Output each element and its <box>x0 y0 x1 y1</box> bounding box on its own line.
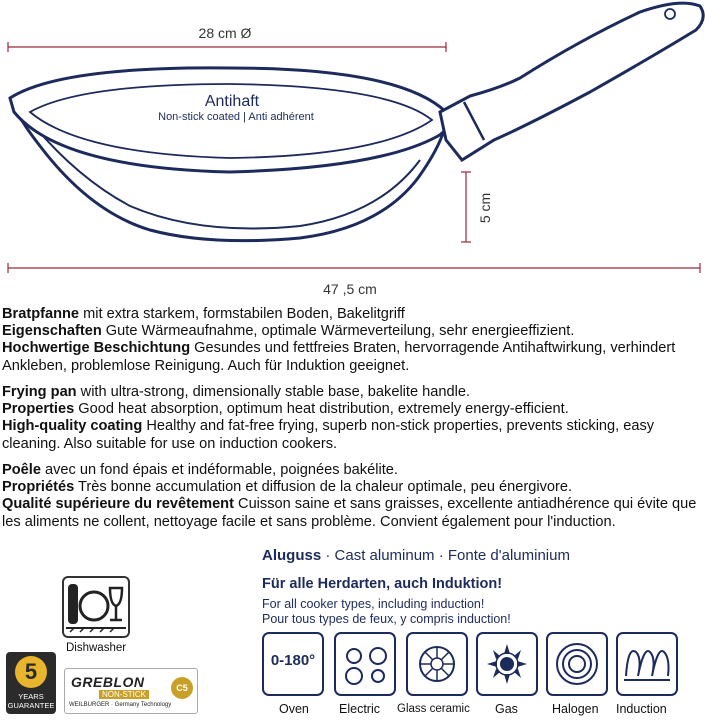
cooker-sub-fr: Pour tous types de feux, y compris induction! <box>262 612 511 626</box>
label-gas: Gas <box>495 702 518 716</box>
material-line: Aluguss · Cast aluminum · Fonte d'aluminium <box>262 547 570 564</box>
diameter-label: 28 cm Ø <box>198 25 252 41</box>
length-label: 47 ,5 cm <box>323 281 377 297</box>
cooker-sub-en: For all cooker types, including induction! <box>262 597 485 611</box>
greblon-nonstick: NON-STICK <box>99 690 149 699</box>
electric-hob-icon <box>334 632 396 696</box>
description-german: Bratpfanne mit extra starkem, formstabilen Boden, Bakelitgriff Eigenschaften Gute Wärmeaufnahme, optimale Wärmeverteilung, sehr energieeffizient. Hochwertige Beschichtung Gesundes und fettfreies Braten, hervorragende Antihaftwirkung, verhindert Ankleben, problemlose Reinigung. Auch für Induktion geeignet. <box>2 306 676 374</box>
label-electric: Electric <box>339 702 380 716</box>
greblon-c5-badge: C5 <box>171 677 193 699</box>
warranty-number: 5 <box>15 656 47 688</box>
halogen-icon <box>546 632 608 696</box>
greblon-logo <box>64 668 198 714</box>
glass-ceramic-icon <box>406 632 468 696</box>
label-glass-ceramic: Glass ceramic <box>397 703 470 715</box>
dishwasher-icon <box>62 576 130 638</box>
warranty-guarantee: GUARANTEE <box>7 701 55 710</box>
label-halogen: Halogen <box>552 702 599 716</box>
description-french: Poêle avec un fond épais et indéformable, poignées bakélite. Propriétés Très bonne accumulation et diffusion de la chaleur optimale, peu énergivore. Qualité supérieure du revêtement Cuisson saine et sans graisses, excellente antiadhérence qui évite que les aliments ne collent, nettoyage facile et sans problème. Convient également pour l'induction. <box>2 462 697 530</box>
description-english: Frying pan with ultra-strong, dimensionally stable base, bakelite handle. Properties Good heat absorption, optimum heat distribution, extremely energy-efficient. High-quality coating Healthy and fat-free frying, superb non-stick properties, prevents sticking, easy cleaning. Also suitable for use on induction cookers. <box>2 384 655 452</box>
height-label: 5 cm <box>477 192 493 224</box>
coating-title: Antihaft <box>204 93 260 110</box>
warranty-years: YEARS <box>18 692 44 701</box>
greblon-footer: WEILBURGER · Germany Technology <box>69 702 172 708</box>
greblon-brand: GREBLON <box>71 674 145 690</box>
oven-icon: 0-180° <box>262 632 324 696</box>
gas-icon <box>476 632 538 696</box>
induction-icon <box>616 632 678 696</box>
label-oven: Oven <box>279 702 309 716</box>
pan-dimension-diagram <box>0 0 705 300</box>
coating-subtitle: Non-stick coated | Anti adhérent <box>158 111 314 123</box>
warranty-badge <box>6 652 56 714</box>
cooker-heading: Für alle Herdarten, auch Induktion! <box>262 576 503 592</box>
label-induction: Induction <box>616 702 667 716</box>
dishwasher-label: Dishwasher <box>66 642 127 654</box>
pan-handle <box>440 3 703 160</box>
